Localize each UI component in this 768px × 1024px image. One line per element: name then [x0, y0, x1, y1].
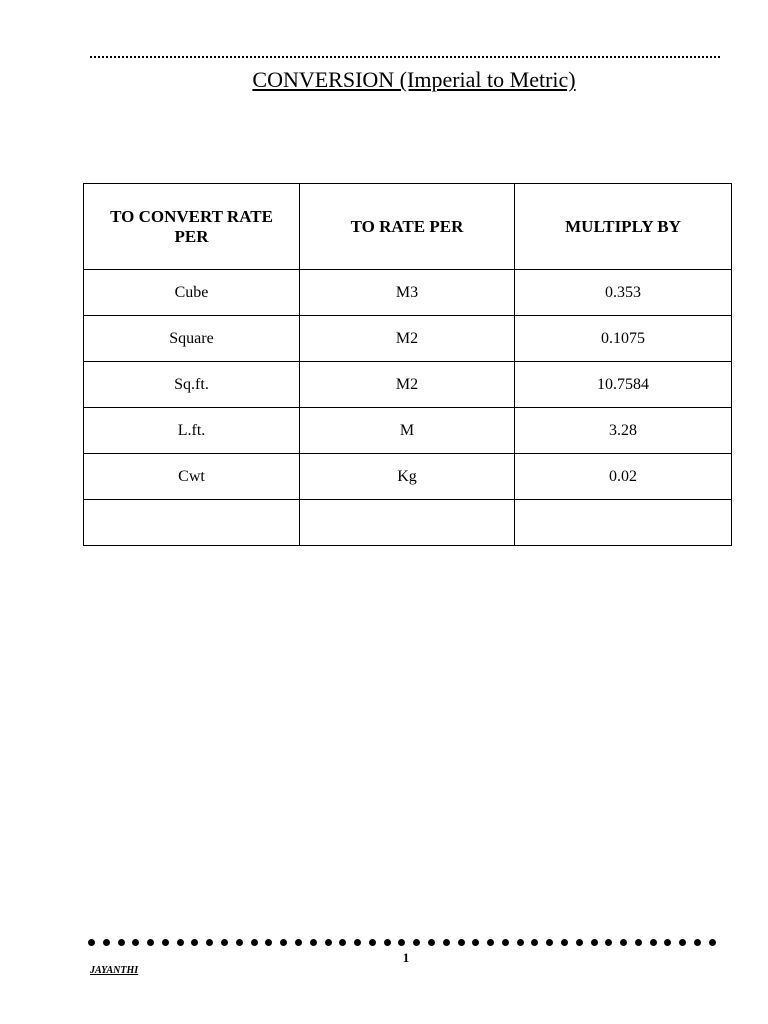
table-row: [84, 408, 732, 454]
footer-bullet-dot: [561, 939, 568, 946]
page-title: CONVERSION (Imperial to Metric): [252, 67, 576, 92]
footer-bullet-dot: [679, 939, 686, 946]
footer-bullet-dot: [458, 939, 465, 946]
footer-bullet-dot: [191, 939, 198, 946]
table-cell-from-unit: Square: [84, 316, 300, 362]
table-cell-from-unit: [84, 500, 300, 546]
table-cell-to-unit: M: [300, 408, 515, 454]
footer-bullet-dot: [620, 939, 627, 946]
table-cell-from-unit: Cwt: [84, 454, 300, 500]
column-header-convert-rate-per: TO CONVERT RATE PER: [84, 184, 300, 270]
table-cell-multiplier: 0.353: [515, 270, 732, 316]
footer-bullet-dot: [487, 939, 494, 946]
top-dotted-rule: [90, 56, 720, 58]
table-row: [84, 270, 732, 316]
footer-bullet-dot: [147, 939, 154, 946]
footer-bullet-dot: [88, 939, 95, 946]
footer-bullet-dot: [339, 939, 346, 946]
footer-bullet-dot: [354, 939, 361, 946]
footer-bullet-dot: [103, 939, 110, 946]
footer-bullet-dot: [709, 939, 716, 946]
table-header-row: [84, 184, 732, 270]
table-row: [84, 362, 732, 408]
footer-bullet-dot: [177, 939, 184, 946]
footer-bullet-dot: [132, 939, 139, 946]
footer-bullet-dot: [605, 939, 612, 946]
footer-bullet-dot: [162, 939, 169, 946]
table-cell-to-unit: [300, 500, 515, 546]
table-row: [84, 454, 732, 500]
bottom-dotted-rule: [88, 936, 716, 948]
table-row: [84, 316, 732, 362]
footer-bullet-dot: [384, 939, 391, 946]
footer-bullet-dot: [369, 939, 376, 946]
table-cell-multiplier: 10.7584: [515, 362, 732, 408]
page-number: 1: [402, 950, 410, 965]
table-cell-from-unit: L.ft.: [84, 408, 300, 454]
footer-bullet-dot: [280, 939, 287, 946]
table-cell-from-unit: Cube: [84, 270, 300, 316]
footer-bullet-dot: [428, 939, 435, 946]
footer-bullet-dot: [295, 939, 302, 946]
footer-author-name: JAYANTHI: [90, 965, 139, 976]
column-header-multiply-by: MULTIPLY BY: [515, 184, 732, 270]
footer-bullet-dot: [635, 939, 642, 946]
footer-bullet-dot: [591, 939, 598, 946]
footer-bullet-dot: [310, 939, 317, 946]
footer-bullet-dot: [206, 939, 213, 946]
table-cell-multiplier: 0.02: [515, 454, 732, 500]
table-cell-to-unit: M2: [300, 362, 515, 408]
footer-bullet-dot: [251, 939, 258, 946]
footer-bullet-dot: [694, 939, 701, 946]
footer-bullet-dot: [265, 939, 272, 946]
footer-bullet-dot: [398, 939, 405, 946]
table-cell-to-unit: M2: [300, 316, 515, 362]
footer-bullet-dot: [650, 939, 657, 946]
footer-bullet-dot: [517, 939, 524, 946]
column-header-to-rate-per: TO RATE PER: [300, 184, 515, 270]
table-cell-to-unit: M3: [300, 270, 515, 316]
footer-bullet-dot: [576, 939, 583, 946]
footer-bullet-dot: [413, 939, 420, 946]
footer-bullet-dot: [546, 939, 553, 946]
table-row-empty: [84, 500, 732, 546]
footer-bullet-dot: [443, 939, 450, 946]
table-cell-multiplier: 3.28: [515, 408, 732, 454]
table-cell-multiplier: [515, 500, 732, 546]
table-cell-multiplier: 0.1075: [515, 316, 732, 362]
page-title-container: [0, 66, 768, 94]
footer-bullet-dot: [118, 939, 125, 946]
footer-bullet-dot: [325, 939, 332, 946]
footer-bullet-dot: [502, 939, 509, 946]
footer-bullet-dot: [531, 939, 538, 946]
table-cell-to-unit: Kg: [300, 454, 515, 500]
footer-bullet-dot: [472, 939, 479, 946]
footer-bullet-dot: [236, 939, 243, 946]
table-cell-from-unit: Sq.ft.: [84, 362, 300, 408]
footer-bullet-dot: [221, 939, 228, 946]
footer-bullet-dot: [664, 939, 671, 946]
conversion-table: [83, 183, 732, 546]
